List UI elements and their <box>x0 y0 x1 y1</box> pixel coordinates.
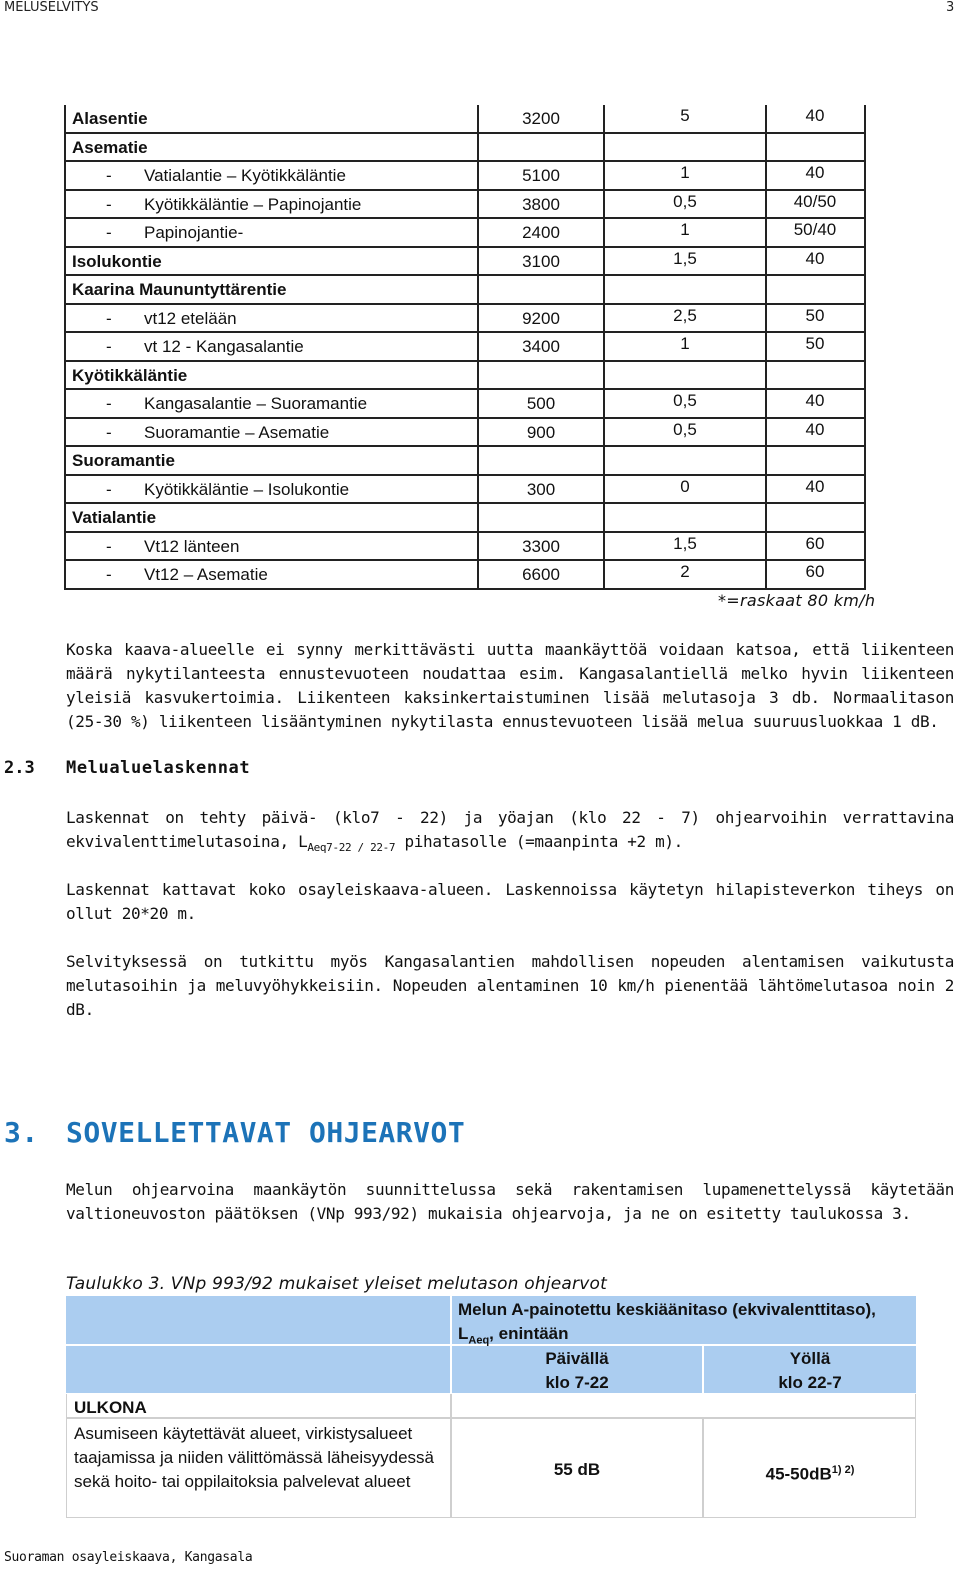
road-name-cell: Vatialantie <box>72 508 157 527</box>
heavy-share <box>604 362 766 389</box>
right-border <box>864 105 866 590</box>
section-3-title: SOVELLETTAVAT OHJEARVOT <box>66 1116 466 1149</box>
road-section-name: Kangasalantie – Suoramantie <box>144 394 368 413</box>
dash-marker: - <box>106 194 112 214</box>
residential-label: Asumiseen käytettävät alueet, virkistysalueet taajamissa ja niiden välittömässä läheisyydessä sekä hoito- tai oppilaitoksia palvelevat alueet <box>74 1424 435 1491</box>
table-row <box>64 561 866 590</box>
traffic-volume: 6600 <box>522 565 560 584</box>
table-3-caption: Taulukko 3. VNp 993/92 mukaiset yleiset melutason ohjearvot <box>66 1274 607 1294</box>
traffic-volume: 3300 <box>522 536 560 556</box>
speed-limit <box>766 134 864 161</box>
calculation-text-a: Laskennat on tehty päivä- (klo7 - 22) ja yöajan (klo 22 - 7) ohjearvoihin verrattavina ekvivalenttimelutasoina, L <box>66 808 954 851</box>
page-footer: Suoraman osayleiskaava, Kangasala <box>4 1550 253 1565</box>
speed-limit: 40 <box>805 248 825 268</box>
heavy-share <box>604 504 766 531</box>
traffic-volume: 3400 <box>522 337 560 356</box>
night-label: Yöllä <box>789 1349 831 1368</box>
traffic-volume <box>478 362 604 389</box>
traffic-volume <box>478 504 604 531</box>
speed-limit: 40 <box>805 476 825 496</box>
table-row <box>64 248 866 277</box>
speed-limit: 50 <box>805 334 825 353</box>
table-row <box>64 390 866 419</box>
road-section-name: Papinojantie- <box>144 223 244 242</box>
speed-limit: 60 <box>805 562 825 581</box>
speed-reduction-paragraph: Selvityksessä on tutkittu myös Kangasalantien mahdollisen nopeuden alentamisen vaikutusta melutasoihin ja meluvyöhykkeisiin. Nopeuden alentaminen 10 km/h pienentää lähtömelutasoa noin 2 dB. <box>66 952 954 1019</box>
traffic-volume: 300 <box>526 479 556 499</box>
dash-marker: - <box>106 308 112 328</box>
heavy-share: 0,5 <box>673 419 697 439</box>
heavy-share: 0,5 <box>673 391 697 410</box>
speed-limit: 40 <box>805 106 825 125</box>
laeq-subscript: Aeq7-22 / 22-7 <box>307 841 396 855</box>
heavy-share: 0 <box>680 476 690 496</box>
traffic-volume: 3100 <box>522 251 560 271</box>
heavy-share: 5 <box>680 106 690 125</box>
traffic-growth-paragraph: Koska kaava-alueelle ei synny merkittävästi uutta maankäyttöä voidaan katsoa, että liikenteen määrä nykytilanteesta ennustevuoteen noudattaa esim. Kangasalantiellä melko hyvin liikenteen yleisiä kasvukertoimia. Liikenteen kaksinkertaistuminen lisää melutasoja 3 db. Normaalitason (25-30 %) liikenteen lisääntyminen nykytilasta ennustevuoteen lisää melua suuruusluokkaa 1 dB. <box>66 640 954 731</box>
heavy-share <box>604 134 766 161</box>
col-line-1 <box>477 105 479 590</box>
section-2-3-number: 2.3 <box>4 758 35 778</box>
traffic-volume <box>478 134 604 161</box>
road-section-name: Vatialantie – Kyötikkäläntie <box>144 166 346 185</box>
table-row <box>64 476 866 505</box>
heavy-traffic-note: *=raskaat 80 km/h <box>718 591 876 610</box>
dash-marker: - <box>106 536 112 556</box>
dash-marker: - <box>106 223 112 242</box>
ulkona-label: ULKONA <box>74 1398 147 1417</box>
header-main-cell <box>452 1296 916 1347</box>
traffic-table <box>64 105 866 590</box>
header-main-line-1: Melun A-painotettu keskiäänitaso (ekvivalenttitaso), <box>458 1300 876 1319</box>
speed-limit: 60 <box>805 533 825 553</box>
table-row <box>64 533 866 562</box>
road-section-name: Kyötikkäläntie – Isolukontie <box>144 479 350 499</box>
speed-limit: 40 <box>805 419 825 439</box>
table-row <box>64 504 866 533</box>
day-header-cell <box>452 1346 702 1393</box>
table-row <box>64 362 866 391</box>
calculation-text-b: pihatasolle (=maanpinta +2 m). <box>395 832 683 851</box>
traffic-volume: 9200 <box>522 308 560 328</box>
noise-guideline-table <box>66 1296 916 1518</box>
speed-limit: 40 <box>805 391 825 410</box>
heavy-share <box>604 276 766 303</box>
section-3-number: 3. <box>4 1116 39 1149</box>
ulkona-row <box>66 1394 916 1418</box>
table-row <box>64 333 866 362</box>
running-header: MELUSELVITYS <box>4 0 99 15</box>
header-main-rest: , enintään <box>489 1324 569 1343</box>
traffic-volume: 5100 <box>522 166 560 185</box>
dash-marker: - <box>106 394 112 413</box>
laeq-L: L <box>458 1324 469 1343</box>
laeq-sub: Aeq <box>468 1334 490 1347</box>
dash-marker: - <box>106 565 112 584</box>
table-row <box>64 305 866 334</box>
table-row <box>64 276 866 305</box>
table-row <box>64 134 866 163</box>
table-row <box>64 162 866 191</box>
speed-limit: 50/40 <box>793 220 837 239</box>
night-hours: klo 22-7 <box>778 1373 842 1392</box>
road-section-name: vt12 etelään <box>144 308 237 328</box>
road-name-cell: Alasentie <box>72 109 148 128</box>
road-name-cell: Suoramantie <box>72 451 175 470</box>
speed-limit <box>766 504 864 531</box>
road-section-name: Suoramantie – Asematie <box>144 422 330 442</box>
header-empty-cell <box>66 1296 450 1344</box>
heavy-share: 0,5 <box>673 191 697 211</box>
day-label: Päivällä <box>545 1349 609 1368</box>
section-2-3-title: Melualuelaskennat <box>66 758 251 778</box>
left-border <box>64 105 66 590</box>
heavy-share: 1,5 <box>673 248 697 268</box>
guideline-paragraph: Melun ohjearvoina maankäytön suunnittelussa sekä rakentamisen lupamenettelyssä käytetään valtioneuvoston päätöksen (VNp 993/92) mukaisia ohjearvoja, ja ne on esitetty taulukossa 3. <box>66 1180 954 1223</box>
road-section-name: Kyötikkäläntie – Papinojantie <box>144 194 362 214</box>
heavy-share: 1 <box>680 334 690 353</box>
speed-limit <box>766 276 864 303</box>
speed-limit: 50 <box>805 305 825 325</box>
header-empty-cell-2 <box>66 1346 450 1393</box>
page-number: 3 <box>946 0 955 15</box>
traffic-volume: 3800 <box>522 194 560 214</box>
table-row <box>64 419 866 448</box>
traffic-volume: 900 <box>526 422 556 442</box>
road-section-name: vt 12 - Kangasalantie <box>144 337 304 356</box>
night-header-cell <box>704 1346 916 1393</box>
traffic-volume: 2400 <box>522 223 560 242</box>
speed-limit <box>766 447 864 474</box>
table-row <box>64 105 866 134</box>
col-line-3 <box>765 105 767 590</box>
heavy-share: 1,5 <box>673 533 697 553</box>
traffic-volume: 3200 <box>522 109 560 128</box>
road-section-name: Vt12 – Asematie <box>144 565 268 584</box>
day-hours: klo 7-22 <box>545 1373 609 1392</box>
speed-limit <box>766 362 864 389</box>
dash-marker: - <box>106 166 112 185</box>
heavy-share: 2,5 <box>673 305 697 325</box>
table-row <box>64 191 866 220</box>
traffic-volume: 500 <box>526 394 556 413</box>
calculation-paragraph <box>66 806 954 860</box>
road-name-cell: Kaarina Maununtyttärentie <box>72 280 287 299</box>
day-limit: 55 dB <box>553 1460 601 1479</box>
road-name-cell: Kyötikkäläntie <box>72 365 188 385</box>
table-row <box>64 219 866 248</box>
road-name-cell: Isolukontie <box>72 251 162 271</box>
night-limit: 45-50dB <box>765 1464 832 1484</box>
col-line-2 <box>603 105 605 590</box>
road-name-cell: Asematie <box>72 137 148 157</box>
traffic-volume <box>478 276 604 303</box>
traffic-volume <box>478 447 604 474</box>
grid-paragraph: Laskennat kattavat koko osayleiskaava-alueen. Laskennoissa käytetyn hilapisteverkon tiheys on ollut 20*20 m. <box>66 880 954 923</box>
heavy-share <box>604 447 766 474</box>
dash-marker: - <box>106 422 112 442</box>
heavy-share: 1 <box>680 220 690 239</box>
speed-limit: 40/50 <box>793 191 837 211</box>
dash-marker: - <box>106 337 112 356</box>
night-limit-footnote: 1) 2) <box>831 1464 855 1476</box>
heavy-share: 2 <box>680 562 690 581</box>
table-row <box>64 447 866 476</box>
dash-marker: - <box>106 479 112 499</box>
night-limit-cell <box>704 1458 916 1487</box>
road-section-name: Vt12 länteen <box>144 536 240 556</box>
heavy-share: 1 <box>680 163 690 182</box>
speed-limit: 40 <box>805 163 825 182</box>
